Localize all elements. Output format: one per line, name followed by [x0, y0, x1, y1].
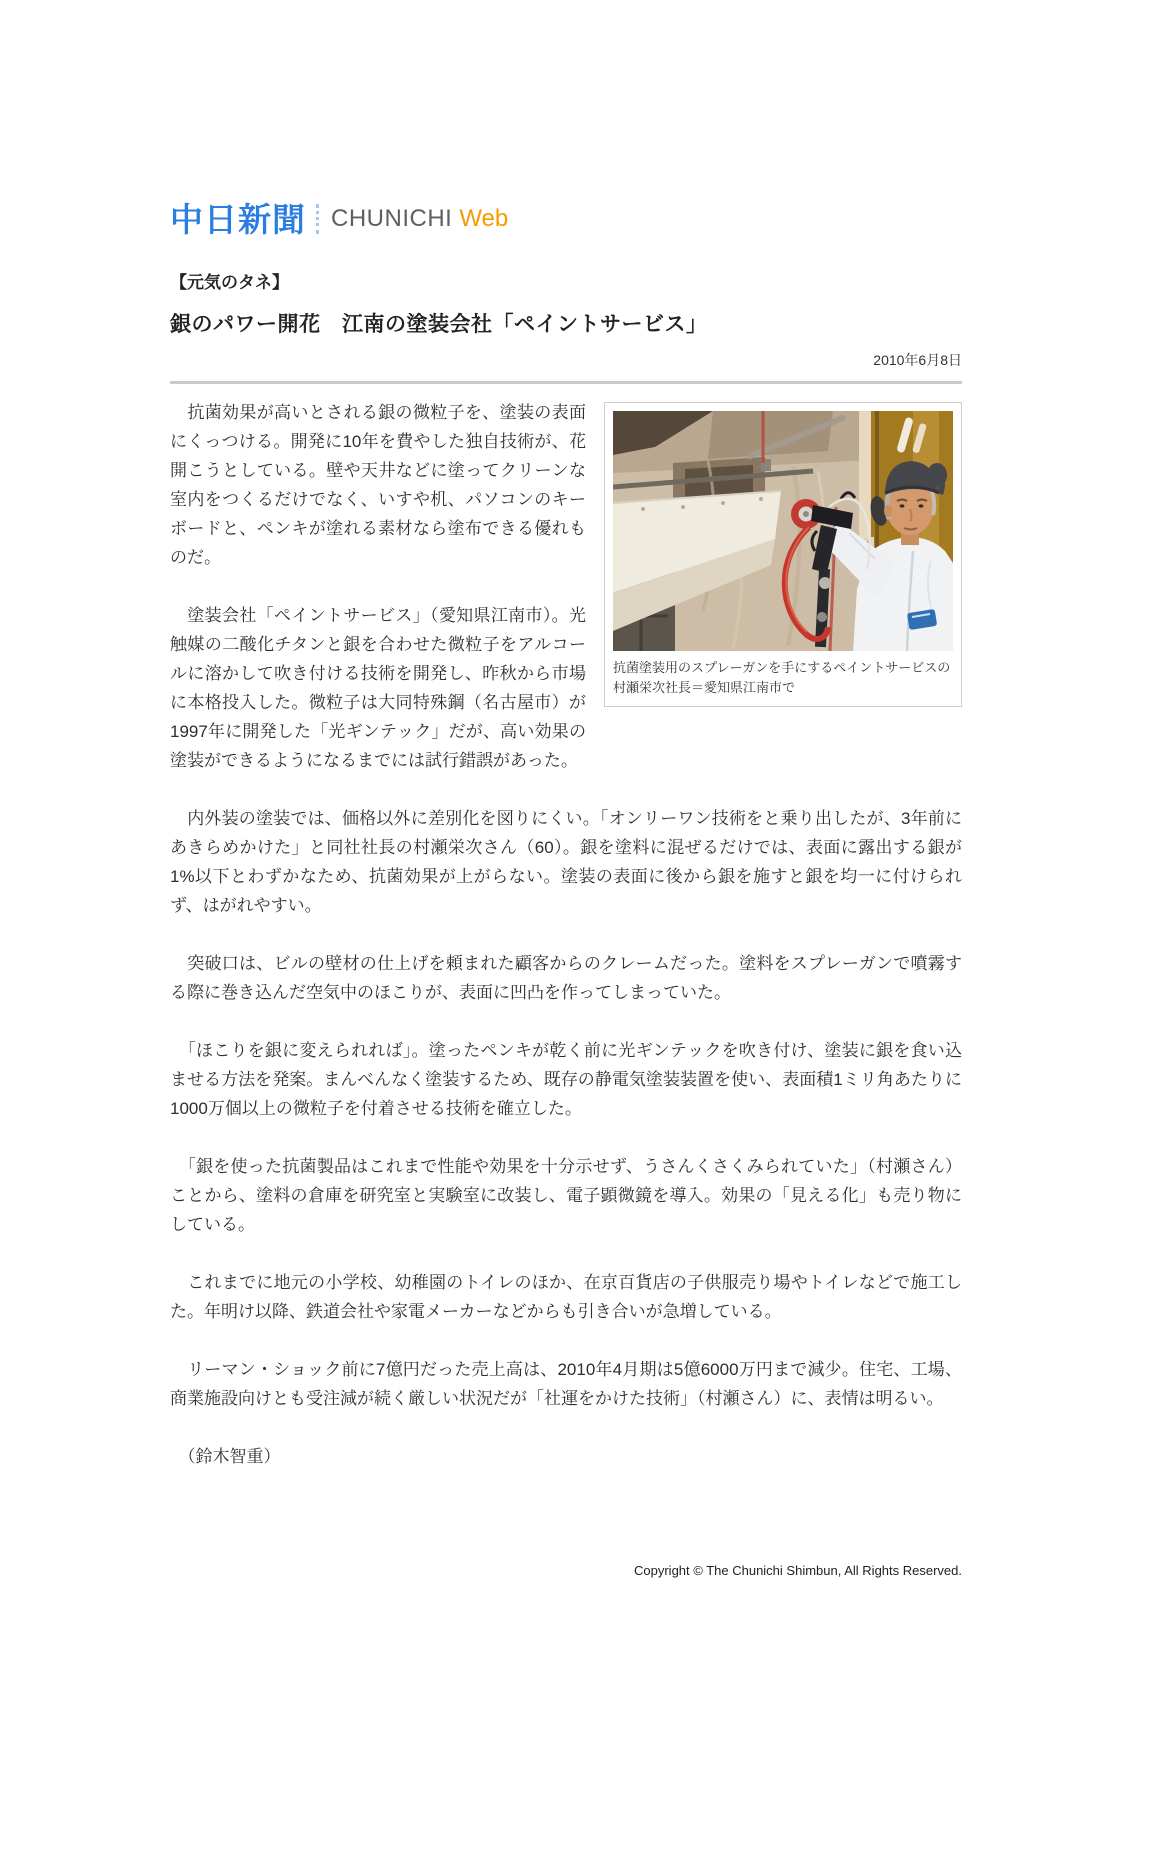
logo-jp-text: 中日新聞 [170, 200, 306, 238]
section-label: 【元気のタネ】 [170, 273, 289, 292]
bottom-spacer [170, 1578, 962, 1858]
header-divider [170, 381, 962, 384]
article-photo [613, 411, 953, 651]
article-page [170, 0, 962, 1858]
article-paragraph: リーマン・ショック前に7億円だった売上高は、2010年4月期は5億6000万円まで減少。住宅、工場、商業施設向けとも受注減が続く厳しい状況だが「社運をかけた技術」（村瀬さん）に、表情は明るい。 [170, 1360, 962, 1408]
article-paragraph: 塗装会社「ペイントサービス」（愛知県江南市）。光触媒の二酸化チタンと銀を合わせた微粒子をアルコールに溶かして吹き付ける技術を開発し、昨秋から市場に本格投入した。微粒子は大同特殊鋼（名古屋市）が1997年に開発した「光ギンテック」だが、高い効果の塗装ができるようになるまでには試行錯誤があった。 [170, 606, 586, 770]
logo-divider [316, 204, 319, 234]
article-paragraph: これまでに地元の小学校、幼稚園のトイレのほか、在京百貨店の子供服売り場やトイレなどで施工した。年明け以降、鉄道会社や家電メーカーなどからも引き合いが急増している。 [170, 1273, 962, 1321]
logo-chunichi-text: CHUNICHI [331, 205, 453, 232]
logo-web-text: Web [459, 205, 509, 232]
photo-figure [604, 402, 962, 707]
article-date: 2010年6月8日 [873, 352, 962, 368]
copyright-notice: Copyright © The Chunichi Shimbun, All Rights Reserved. [634, 1563, 962, 1578]
photo-caption: 抗菌塗装用のスプレーガンを手にするペイントサービスの村瀬栄次社長＝愛知県江南市で [613, 660, 951, 695]
article-paragraph: 突破口は、ビルの壁材の仕上げを頼まれた顧客からのクレームだった。塗料をスプレーガンで噴霧する際に巻き込んだ空気中のほこりが、表面に凹凸を作ってしまっていた。 [170, 954, 962, 1002]
article-paragraph: 「銀を使った抗菌製品はこれまで性能や効果を十分示せず、うさんくさくみられていた」（村瀬さん）ことから、塗料の倉庫を研究室と実験室に改装し、電子顕微鏡を導入。効果の「見える化」も売り物にしている。 [170, 1157, 962, 1234]
article-byline: （鈴木智重） [170, 1447, 281, 1466]
article-paragraph: 内外装の塗装では、価格以外に差別化を図りにくい。「オンリーワン技術をと乗り出したが、3年前にあきらめかけた」と同社社長の村瀬栄次さん（60）。銀を塗料に混ぜるだけでは、表面に露出する銀が1%以下とわずかなため、抗菌効果が上がらない。塗装の表面に後から銀を施すと銀を均一に付けられず、はがれやすい。 [170, 809, 962, 915]
article-paragraph: 抗菌効果が高いとされる銀の微粒子を、塗装の表面にくっつける。開発に10年を費やした独自技術が、花開こうとしている。壁や天井などに塗ってクリーンな室内をつくるだけでなく、いすや机、パソコンのキーボードと、ペンキが塗れる素材なら塗布できる優れものだ。 [170, 403, 586, 567]
article-body [170, 398, 962, 1471]
article-paragraph: 「ほこりを銀に変えられれば」。塗ったペンキが乾く前に光ギンテックを吹き付け、塗装に銀を食い込ませる方法を発案。まんべんなく塗装するため、既存の静電気塗装装置を使い、表面積1ミリ角あたりに1000万個以上の微粒子を付着させる技術を確立した。 [170, 1041, 962, 1118]
page-title: 銀のパワー開花 江南の塗装会社「ペイントサービス」 [170, 313, 708, 336]
chunichi-logo[interactable] [170, 200, 962, 238]
